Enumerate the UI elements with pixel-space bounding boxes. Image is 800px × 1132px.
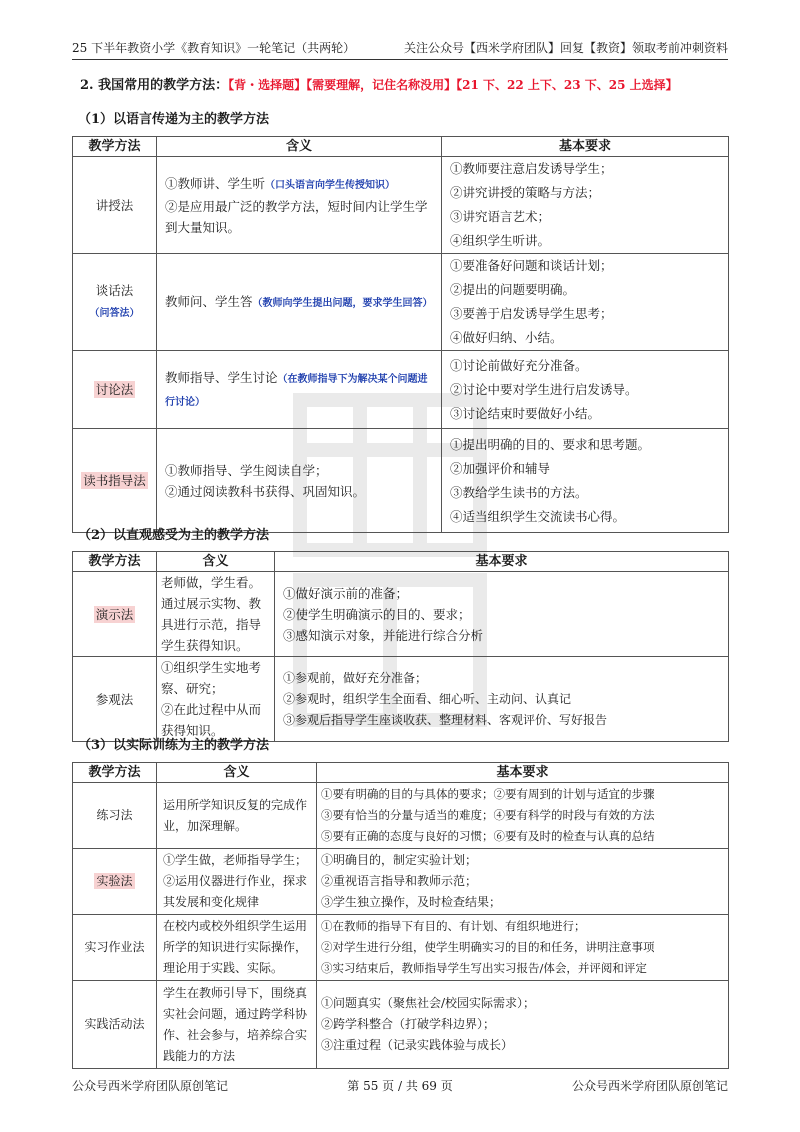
method-cell (73, 429, 157, 533)
method-cell (73, 572, 157, 657)
method-name-highlighted: 演示法 (95, 606, 134, 622)
meaning-text: ①教师指导、学生阅读自学； (165, 462, 328, 478)
table-language-methods (72, 136, 729, 533)
meaning-text: 老师做，学生看。通过展示实物、教具进行示范，指导学生获得知识。 (161, 575, 262, 653)
col-requirement-header: 基本要求 (317, 763, 729, 783)
method-cell (73, 657, 157, 742)
table-row (73, 849, 729, 915)
table-row (73, 915, 729, 981)
table-header-row (73, 137, 729, 157)
table-row (73, 157, 729, 254)
col-meaning-header: 含义 (157, 137, 442, 157)
requirement-item: ③实习结束后，教师指导学生写出实习报告/体会，并评阅和评定 (321, 961, 647, 975)
meaning-cell (157, 915, 317, 981)
meaning-note: （教师向学生提出问题，要求学生回答） (252, 297, 433, 309)
requirement-item: ③感知演示对象，并能进行综合分析 (283, 627, 484, 643)
requirement-item: ③讨论结束时要做好小结。 (450, 405, 601, 421)
method-cell (73, 849, 157, 915)
requirement-item: ②对学生进行分组，使学生明确实习的目的和任务，讲明注意事项 (321, 940, 655, 954)
table-row (73, 657, 729, 742)
meaning-cell (157, 657, 275, 742)
requirement-item: ①做好演示前的准备； (283, 585, 409, 601)
requirement-item: ②跨学科整合（打破学科边界）； (321, 1017, 496, 1031)
table-row (73, 351, 729, 429)
meaning-text: ①教师讲、学生听 (165, 175, 266, 191)
table-row (73, 572, 729, 657)
requirement-item: ②重视语言指导和教师示范； (321, 874, 478, 888)
requirement-cell (442, 429, 729, 533)
requirement-item: ①提出明确的目的、要求和思考题。 (450, 436, 651, 452)
requirement-item: ④适当组织学生交流读书心得。 (450, 508, 626, 524)
table-row (73, 429, 729, 533)
requirement-cell (317, 849, 729, 915)
requirement-item: ③教给学生读书的方法。 (450, 484, 588, 500)
method-cell (73, 254, 157, 351)
table-row (73, 254, 729, 351)
footer-right-text: 公众号西米学府团队原创笔记 (571, 1079, 728, 1093)
requirement-item: ②讨论中要对学生进行启发诱导。 (450, 381, 638, 397)
method-cell (73, 981, 157, 1069)
meaning-text: 教师指导、学生讨论 (165, 369, 278, 385)
meaning-cell (157, 157, 442, 254)
method-cell (73, 783, 157, 849)
requirement-cell (317, 915, 729, 981)
table-header-row (73, 763, 729, 783)
meaning-text: ②是应用最广泛的教学方法，短时间内让学生学到大量知识。 (165, 198, 428, 235)
requirement-item: ④组织学生听讲。 (450, 233, 551, 248)
requirement-item: ①要准备好问题和谈话计划； (450, 258, 613, 273)
meaning-cell (157, 572, 275, 657)
requirement-item: ③学生独立操作，及时检查结果； (321, 895, 502, 909)
method-cell (73, 915, 157, 981)
page-footer (72, 1077, 728, 1094)
page-number: 第 55 页 / 共 69 页 (347, 1079, 453, 1093)
requirement-item: ②使学生明确演示的目的、要求； (283, 606, 471, 622)
meaning-cell (157, 254, 442, 351)
requirement-item: ①要有明确的目的与具体的要求；②要有周到的计划与适宜的步骤 (321, 787, 655, 801)
requirement-item: ②参观时，组织学生全面看、细心听、主动问、认真记 (283, 691, 572, 706)
section-tags: 【背・选择题】【需要理解，记住名称没用】【21 下、22 上下、23 下、25 上选择】 (228, 78, 678, 92)
method-name-highlighted: 实验法 (96, 874, 133, 888)
group-3-title: （3）以实际训练为主的教学方法 (78, 738, 270, 753)
header-left-text: 25 下半年教资小学《教育知识》一轮笔记（共两轮） (72, 41, 356, 55)
requirement-item: ⑤要有正确的态度与良好的习惯；⑥要有及时的检查与认真的总结 (321, 829, 655, 843)
table-practice-methods (72, 762, 729, 1069)
requirement-item: ③讲究语言艺术； (450, 209, 551, 224)
meaning-text: ②在此过程中从而获得知识。 (161, 702, 262, 738)
requirement-item: ①明确目的，制定实验计划； (321, 853, 478, 867)
meaning-note: （在教师指导下为解决某个问题进行讨论） (165, 373, 428, 408)
table-visual-methods (72, 551, 729, 742)
method-name: 讲授法 (95, 197, 134, 213)
meaning-note: （口头语言向学生传授知识） (265, 179, 396, 191)
requirement-item: ①在教师的指导下有目的、有计划、有组织地进行； (321, 919, 586, 933)
section-title (80, 74, 678, 93)
col-method-header: 教学方法 (73, 137, 157, 157)
footer-left-text: 公众号西米学府团队原创笔记 (72, 1079, 229, 1093)
table-header-row (73, 552, 729, 572)
col-meaning-header: 含义 (157, 552, 275, 572)
col-meaning-header: 含义 (157, 763, 317, 783)
method-name: 实践活动法 (84, 1017, 145, 1031)
meaning-cell (157, 849, 317, 915)
meaning-cell (157, 783, 317, 849)
method-cell (73, 351, 157, 429)
method-name: 谈话法 (95, 283, 134, 298)
requirement-cell (317, 783, 729, 849)
meaning-cell (157, 981, 317, 1069)
meaning-text: 运用所学知识反复的完成作业，加深理解。 (163, 797, 308, 833)
col-method-header: 教学方法 (73, 552, 157, 572)
group-1-title: （1）以语言传递为主的教学方法 (78, 112, 270, 127)
meaning-text: 学生在教师引导下，围绕真实社会问题，通过跨学科协作、社会参与，培养综合实践能力的方法 (163, 985, 308, 1063)
meaning-cell (157, 429, 442, 533)
method-note: （问答法） (89, 308, 140, 319)
meaning-cell (157, 351, 442, 429)
method-name: 参观法 (95, 691, 134, 707)
col-method-header: 教学方法 (73, 763, 157, 783)
requirement-item: ③要有恰当的分量与适当的难度；④要有科学的时段与有效的方法 (321, 808, 655, 822)
requirement-item: ④做好归纳、小结。 (450, 330, 563, 345)
method-name: 练习法 (96, 808, 133, 822)
requirement-item: ②加强评价和辅导 (450, 460, 551, 476)
col-requirement-header: 基本要求 (275, 552, 729, 572)
meaning-text: 教师问、学生答 (165, 293, 253, 309)
group-2-title: （2）以直观感受为主的教学方法 (78, 528, 270, 543)
table-row (73, 981, 729, 1069)
requirement-cell (317, 981, 729, 1069)
meaning-text: ②运用仪器进行作业，探求其发展和变化规律 (163, 874, 308, 909)
header-right-text: 关注公众号【西米学府团队】回复【教资】领取考前冲刺资料 (403, 41, 728, 55)
meaning-text: ②通过阅读教科书获得、巩固知识。 (165, 483, 366, 499)
requirement-cell (442, 254, 729, 351)
requirement-item: ③注重过程（记录实践体验与成长） (321, 1038, 514, 1052)
requirement-cell (275, 572, 729, 657)
method-name-highlighted: 读书指导法 (83, 473, 146, 488)
method-name: 实习作业法 (84, 940, 145, 954)
requirement-cell (442, 157, 729, 254)
meaning-text: ①组织学生实地考察、研究； (161, 660, 262, 696)
method-cell (73, 157, 157, 254)
meaning-text: ①学生做，老师指导学生； (163, 853, 308, 867)
requirement-item: ①问题真实（聚焦社会/校园实际需求）； (321, 996, 536, 1010)
meaning-text: 在校内或校外组织学生运用所学的知识进行实际操作，理论用于实践、实际。 (163, 919, 308, 975)
requirement-item: ①参观前，做好充分准备； (283, 670, 428, 685)
table-row (73, 783, 729, 849)
requirement-item: ①讨论前做好充分准备。 (450, 357, 588, 373)
requirement-item: ②讲究讲授的策略与方法； (450, 185, 601, 200)
method-name-highlighted: 讨论法 (95, 382, 134, 397)
col-requirement-header: 基本要求 (442, 137, 729, 157)
requirement-cell (442, 351, 729, 429)
requirement-item: ②提出的问题要明确。 (450, 282, 576, 297)
section-title-text: 2. 我国常用的教学方法： (80, 78, 229, 93)
requirement-item: ③参观后指导学生座谈收获、整理材料、客观评价、写好报告 (283, 712, 608, 727)
requirement-item: ③要善于启发诱导学生思考； (450, 306, 613, 321)
requirement-item: ①教师要注意启发诱导学生； (450, 161, 613, 176)
requirement-cell (275, 657, 729, 742)
page-header (72, 38, 728, 60)
